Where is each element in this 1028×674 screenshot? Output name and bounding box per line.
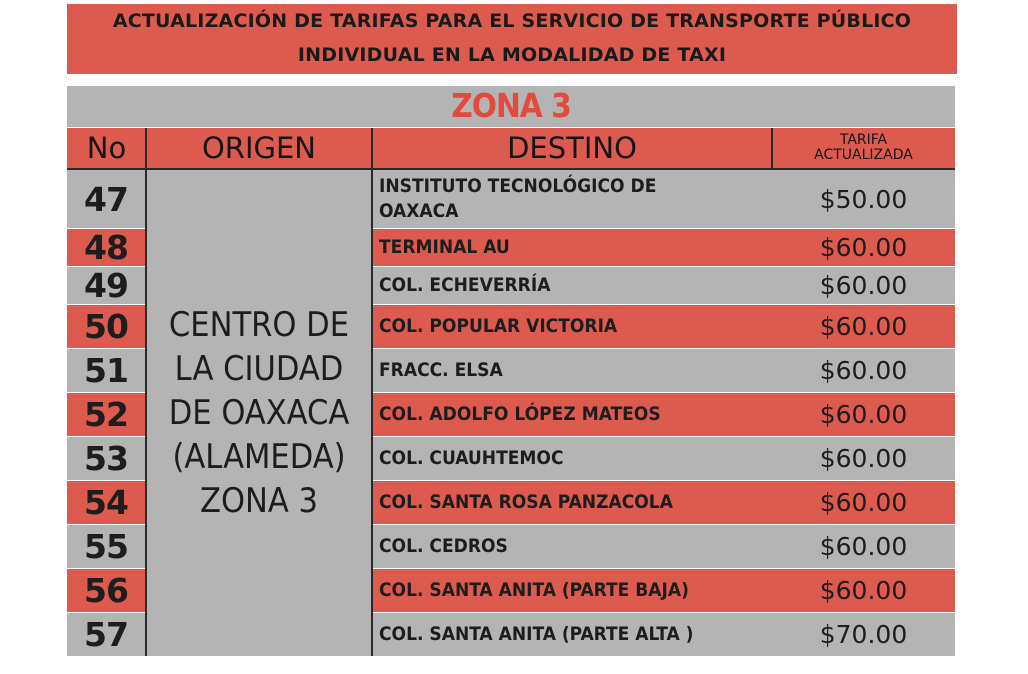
- origin-line-2: LA CIUDAD: [174, 349, 344, 389]
- row-number: 57: [67, 613, 145, 656]
- destination-text: COL. CEDROS: [379, 535, 508, 557]
- divider: [145, 128, 147, 656]
- destination-text-line2: OAXACA: [379, 200, 459, 222]
- row-fare: $60.00: [772, 481, 955, 524]
- divider: [371, 128, 373, 656]
- header-origin: ORIGEN: [146, 128, 372, 168]
- destination-text: COL. SANTA ANITA (PARTE BAJA): [379, 579, 689, 601]
- row-fare: $50.00: [772, 170, 955, 228]
- header-fare-line2: ACTUALIZADA: [814, 147, 913, 163]
- row-destination: [373, 525, 772, 568]
- destination-text: TERMINAL AU: [379, 236, 510, 258]
- row-destination: [373, 393, 772, 436]
- destination-text: COL. CUAUHTEMOC: [379, 447, 564, 469]
- row-number: 54: [67, 481, 145, 524]
- row-number: 49: [67, 267, 145, 304]
- row-fare: $60.00: [772, 305, 955, 348]
- origin-line-4: (ALAMEDA): [172, 437, 346, 477]
- destination-text: INSTITUTO TECNOLÓGICO DE: [379, 175, 657, 197]
- row-fare: $60.00: [772, 437, 955, 480]
- row-destination: [373, 267, 772, 304]
- row-destination: [373, 349, 772, 392]
- destination-text: COL. SANTA ROSA PANZACOLA: [379, 491, 673, 513]
- row-destination: [373, 569, 772, 612]
- origin-line-5: ZONA 3: [200, 481, 318, 521]
- row-destination: [373, 170, 772, 228]
- origin-line-1: CENTRO DE: [168, 305, 350, 345]
- zone-title: ZONA 3: [451, 86, 571, 125]
- row-fare: $60.00: [772, 267, 955, 304]
- destination-text: COL. SANTA ANITA (PARTE ALTA ): [379, 623, 694, 645]
- destination-text: FRACC. ELSA: [379, 359, 503, 381]
- destination-text: COL. ECHEVERRÍA: [379, 274, 551, 296]
- row-destination: [373, 613, 772, 656]
- divider: [67, 168, 955, 170]
- row-number: 55: [67, 525, 145, 568]
- row-fare: $60.00: [772, 569, 955, 612]
- row-fare: $60.00: [772, 525, 955, 568]
- title-line-1: ACTUALIZACIÓN DE TARIFAS PARA EL SERVICIO DE TRANSPORTE PÚBLICO: [112, 10, 912, 32]
- header-fare-line1: TARIFA: [839, 132, 888, 148]
- row-fare: $60.00: [772, 393, 955, 436]
- header-destination: DESTINO: [372, 128, 772, 168]
- row-number: 51: [67, 349, 145, 392]
- row-fare: $70.00: [772, 613, 955, 656]
- header-no: No: [67, 128, 146, 168]
- row-number: 47: [67, 170, 145, 228]
- origin-cell: [146, 170, 372, 656]
- row-number: 52: [67, 393, 145, 436]
- row-number: 50: [67, 305, 145, 348]
- header-fare: [772, 128, 955, 168]
- title-banner: [67, 4, 957, 74]
- row-destination: [373, 437, 772, 480]
- row-destination: [373, 229, 772, 266]
- destination-text: COL. ADOLFO LÓPEZ MATEOS: [379, 403, 661, 425]
- origin-line-3: DE OAXACA: [168, 393, 350, 433]
- zone-header: [67, 86, 955, 127]
- row-separator: [67, 656, 145, 657]
- row-fare: $60.00: [772, 349, 955, 392]
- title-line-2: INDIVIDUAL EN LA MODALIDAD DE TAXI: [297, 44, 727, 66]
- row-number: 56: [67, 569, 145, 612]
- destination-text: COL. POPULAR VICTORIA: [379, 315, 618, 337]
- row-separator: [373, 656, 955, 657]
- row-fare: $60.00: [772, 229, 955, 266]
- row-destination: [373, 305, 772, 348]
- row-destination: [373, 481, 772, 524]
- row-number: 48: [67, 229, 145, 266]
- divider: [771, 128, 773, 168]
- row-number: 53: [67, 437, 145, 480]
